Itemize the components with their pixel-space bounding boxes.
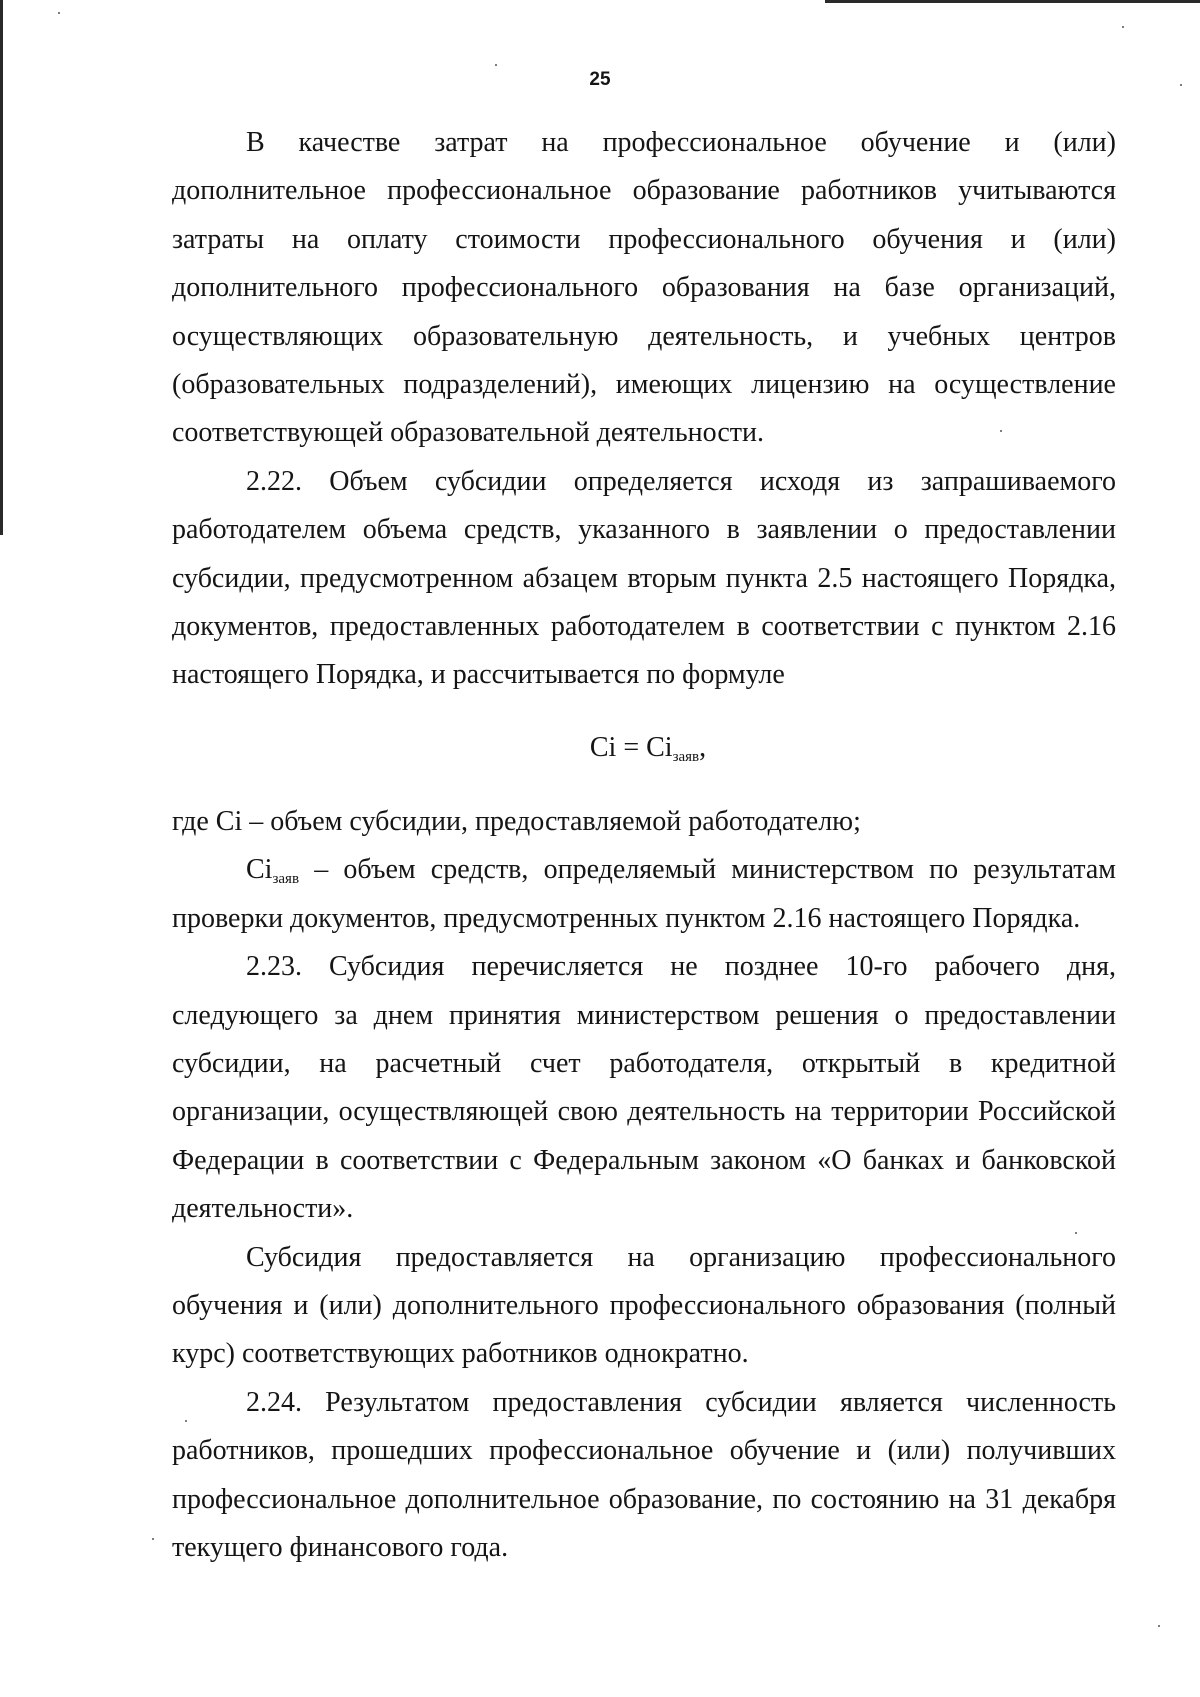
scan-speck	[1075, 1232, 1077, 1234]
scan-speck	[185, 1420, 187, 1422]
paragraph-one-time: Субсидия предоставляется на организацию профессионального обучения и (или) дополнительного профессионального образования (полный курс) соответствующих работников однократно.	[172, 1241, 1116, 1370]
paragraph-training-costs: В качестве затрат на профессиональное обучение и (или) дополнительное профессиональное образование работников учитываются затраты на оплату стоимости профессионального обучения и (или) дополнительного профессионального образования на базе организаций, осуществляющих образовательную деятельность, и учебных центров (образовательных подразделений), имеющих лицензию на осуществление соответствующей образовательной деятельности.	[172, 127, 1116, 449]
formula	[172, 724, 1116, 772]
ci-subscript: заяв	[272, 871, 300, 888]
ci-var: Ci	[246, 854, 273, 886]
page-number: 25	[589, 69, 611, 90]
scan-speck	[152, 1538, 154, 1540]
paragraph-2-22: 2.22. Объем субсидии определяется исходя из запрашиваемого работодателем объема средств, указанного в заявлении о предоставлении субсидии, предусмотренном абзацем вторым пункта 2.5 настоящего Порядка, документов, предоставленных работодателем в соответствии с пунктом 2.16 настоящего Порядка, и рассчитывается по формуле	[172, 465, 1116, 691]
scan-edge-top	[825, 0, 1200, 3]
scan-speck	[1180, 84, 1182, 86]
scan-speck	[1000, 430, 1002, 432]
formula-tail: ,	[699, 731, 707, 763]
formula-lhs: Ci = Ci	[589, 731, 673, 763]
ci-definition: – объем средств, определяемый министерством по результатам проверки документов, предусмотренных пунктом 2.16 настоящего Порядка.	[172, 854, 1116, 934]
scan-speck	[58, 12, 60, 14]
formula-subscript: заяв	[672, 748, 700, 765]
scan-speck	[1158, 1625, 1160, 1627]
paragraph-ci-zayav	[172, 846, 1116, 943]
paragraph-where-ci: где Ci – объем субсидии, предоставляемой работодателю;	[172, 805, 861, 837]
paragraph-2-23: 2.23. Субсидия перечисляется не позднее 10-го рабочего дня, следующего за днем принятия министерством решения о предоставлении субсидии, на расчетный счет работодателя, открытый в кредитной организации, осуществляющей свою деятельность на территории Российской Федерации в соответствии с Федеральным законом «О банках и банковской деятельности».	[172, 951, 1116, 1225]
document-body	[172, 119, 1116, 1572]
scan-speck	[495, 64, 497, 66]
paragraph-2-24: 2.24. Результатом предоставления субсидии является численность работников, прошедших профессиональное обучение и (или) получивших профессиональное дополнительное образование, по состоянию на 31 декабря текущего финансового года.	[172, 1386, 1116, 1563]
scan-speck	[1122, 26, 1124, 28]
